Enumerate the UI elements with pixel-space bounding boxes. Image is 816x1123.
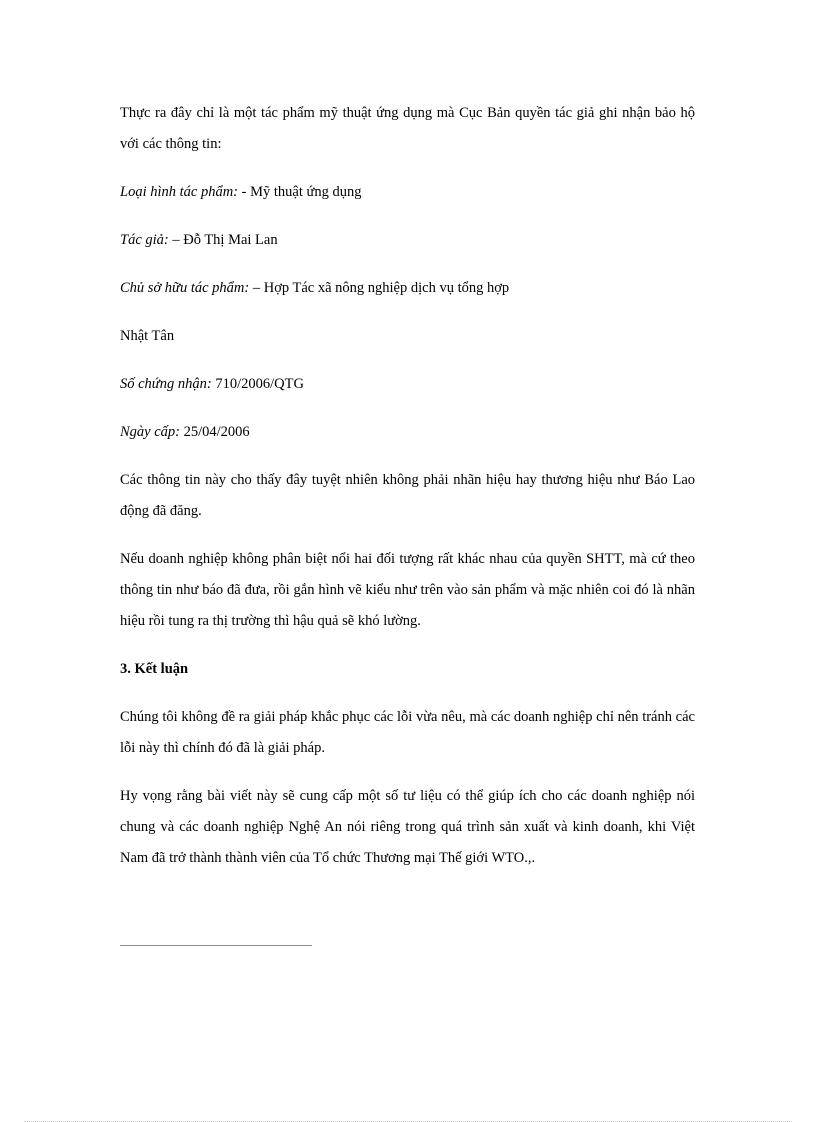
conclusion-paragraph-1: Chúng tôi không đề ra giải pháp khắc phục các lỗi vừa nêu, mà các doanh nghiệp chỉ nên tránh các lỗi này thì chính đó đã là giải pháp. — [120, 709, 695, 756]
body-paragraph-1: Các thông tin này cho thấy đây tuyệt nhiên không phải nhãn hiệu hay thương hiệu như Báo Lao động đã đăng. — [120, 472, 695, 519]
field-work-type-label: Loại hình tác phẩm: — [120, 184, 239, 200]
field-issue-date — [120, 417, 695, 448]
field-owner-continuation: Nhật Tân — [120, 328, 175, 344]
conclusion-paragraph-2: Hy vọng rằng bài viết này sẽ cung cấp một số tư liệu có thể giúp ích cho các doanh nghiệp nói chung và các doanh nghiệp Nghệ An nói riêng trong quá trình sản xuất và kinh doanh, khi Việt Nam đã trở thành thành viên của Tổ chức Thương mại Thế giới WTO.,. — [120, 788, 695, 866]
conclusion-heading: 3. Kết luận — [120, 661, 189, 677]
field-certificate-label: Số chứng nhận: — [120, 376, 212, 392]
field-certificate-value: 710/2006/QTG — [211, 376, 304, 392]
field-author-value: – Đỗ Thị Mai Lan — [168, 232, 278, 248]
intro-paragraph: Thực ra đây chỉ là một tác phẩm mỹ thuật ứng dụng mà Cục Bản quyền tác giả ghi nhận bảo hộ với các thông tin: — [120, 105, 695, 152]
body-paragraph-2: Nếu doanh nghiệp không phân biệt nổi hai đối tượng rất khác nhau của quyền SHTT, mà cứ theo thông tin như báo đã đưa, rồi gắn hình vẽ kiểu như trên vào sản phẩm và mặc nhiên coi đó là nhãn hiệu rồi tung ra thị trường thì hậu quả sẽ khó lường. — [120, 551, 695, 629]
field-author — [120, 225, 695, 256]
field-owner — [120, 273, 695, 304]
footnote-separator — [120, 945, 312, 946]
field-issue-date-label: Ngày cấp: — [120, 424, 180, 440]
field-work-type — [120, 177, 695, 208]
field-author-label: Tác giả: — [120, 232, 169, 248]
field-owner-value: – Hợp Tác xã nông nghiệp dịch vụ tổng hợp — [249, 280, 510, 296]
document-body — [120, 98, 695, 891]
field-owner-label: Chủ sở hữu tác phẩm: — [120, 280, 250, 296]
field-work-type-value: - Mỹ thuật ứng dụng — [238, 184, 362, 200]
page-bottom-edge — [24, 1121, 792, 1122]
field-certificate — [120, 369, 695, 400]
field-issue-date-value: 25/04/2006 — [180, 424, 250, 440]
